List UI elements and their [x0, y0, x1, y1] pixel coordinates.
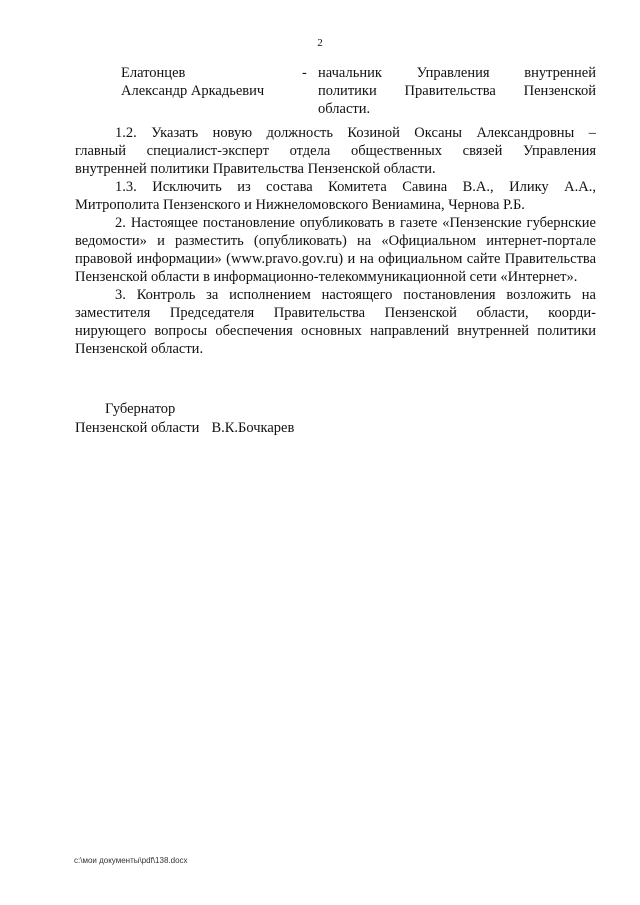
paragraph-line: 3. Контроль за исполнением настоящего постановления возложить на — [115, 287, 596, 303]
page-number: 2 — [317, 37, 323, 49]
paragraph-3 — [75, 286, 596, 358]
paragraph-line: Митрополита Пензенского и Нижнеломовского Вениамина, Чернова Р.Б. — [75, 197, 525, 213]
member-given-names: Александр Аркадьевич — [121, 83, 265, 99]
paragraph-line: нирующего вопросы обеспечения основных направлений внутренней политики — [75, 323, 596, 339]
paragraph-line: 1.3. Исключить из состава Комитета Савина В.А., Илику А.А., — [115, 179, 596, 195]
member-role — [318, 64, 596, 118]
signature-line — [75, 419, 294, 438]
signature-title: Губернатор — [105, 401, 176, 417]
paragraph-line: внутренней политики Правительства Пензенской области. — [75, 161, 436, 177]
member-dash: - — [302, 65, 307, 81]
paragraph-1-3 — [75, 178, 596, 214]
paragraph-line: 2. Настоящее постановление опубликовать в газете «Пензенские губернские — [115, 215, 596, 231]
member-role-line: области. — [318, 101, 371, 117]
body-text — [75, 124, 596, 358]
paragraph-line: Пензенской области. — [75, 341, 204, 357]
paragraph-2 — [75, 214, 596, 286]
paragraph-line: правовой информации» (www.pravo.gov.ru) и на официальном сайте Правительства — [75, 251, 596, 267]
committee-member-entry — [121, 64, 596, 120]
paragraph-line: заместителя Председателя Правительства Пензенской области, коорди- — [75, 305, 596, 321]
paragraph-line: Пензенской области в информационно-телекоммуникационной сети «Интернет». — [75, 269, 578, 285]
signature-block — [75, 400, 294, 438]
signature-region: Пензенской области — [75, 420, 200, 436]
paragraph-line: главный специалист-эксперт отдела общественных связей Управления — [75, 143, 596, 159]
member-role-line: начальник Управления внутренней — [318, 65, 596, 81]
paragraph-line: 1.2. Указать новую должность Козиной Оксаны Александровны – — [115, 125, 596, 141]
member-surname: Елатонцев — [121, 65, 186, 81]
paragraph-line: ведомости» и разместить (опубликовать) на «Официальном интернет-портале — [75, 233, 596, 249]
member-role-line: политики Правительства Пензенской — [318, 83, 596, 99]
paragraph-1-2 — [75, 124, 596, 178]
footer-file-path: c:\мои документы\pdf\138.docx — [74, 856, 188, 865]
member-name — [121, 64, 301, 100]
signature-name: В.К.Бочкарев — [211, 420, 295, 436]
